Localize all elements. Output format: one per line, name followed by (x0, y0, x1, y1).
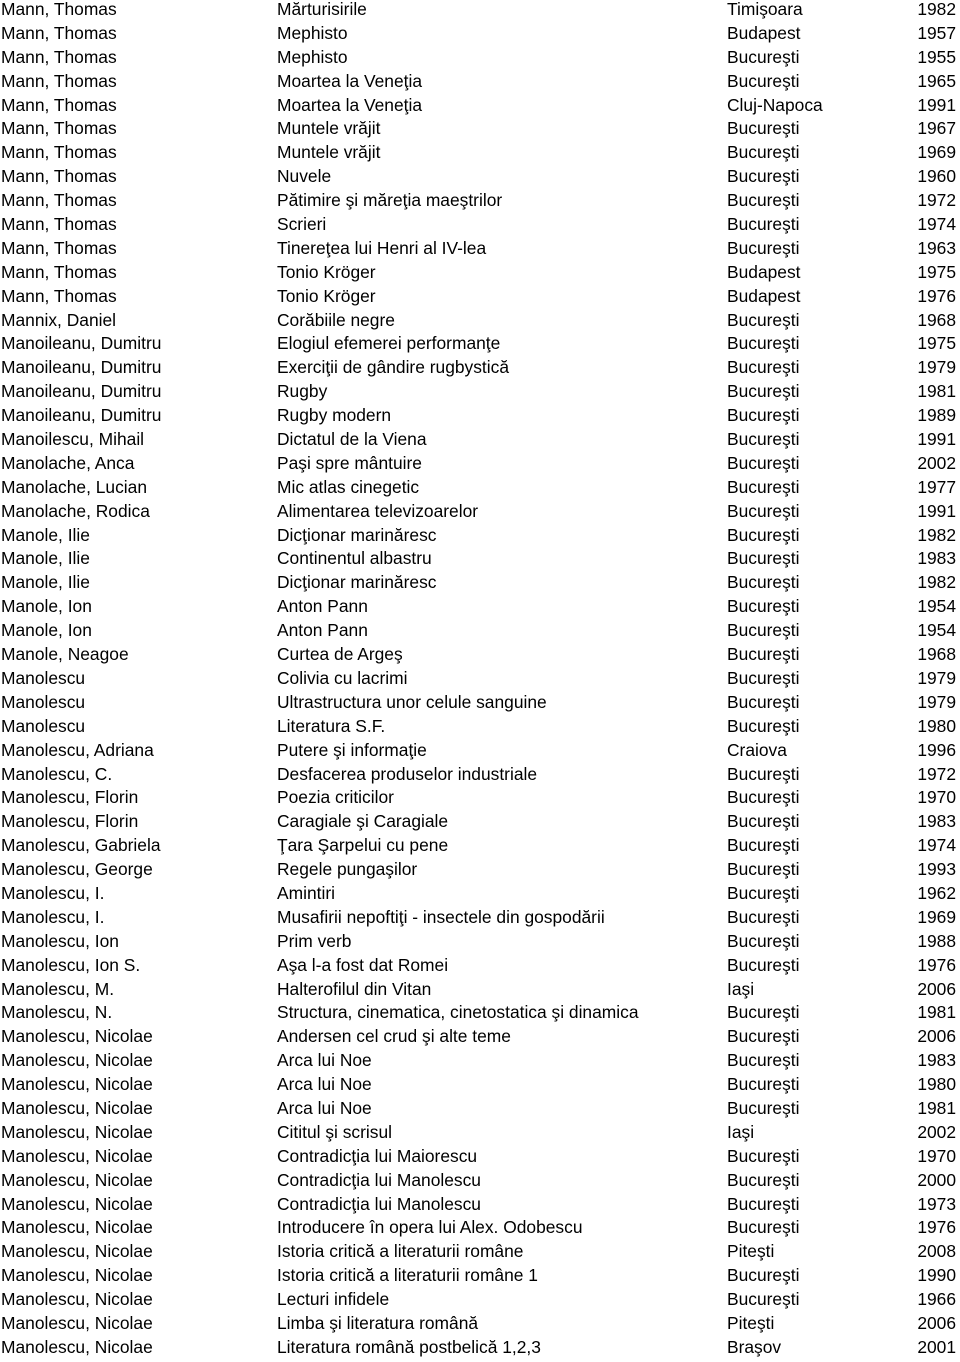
publication-city: Bucureşti (727, 906, 800, 927)
publication-city: Braşov (727, 1336, 782, 1357)
publication-year: 2006 (917, 978, 956, 999)
publication-year: 1993 (917, 859, 956, 880)
author-name: Manolescu, Nicolae (1, 1265, 153, 1286)
book-title: Mephisto (277, 22, 348, 43)
list-item (0, 358, 960, 382)
publication-year: 1981 (917, 1002, 956, 1023)
author-name: Manolescu, N. (1, 1002, 113, 1023)
list-item (0, 573, 960, 597)
book-title: Lecturi infidele (277, 1289, 390, 1310)
publication-year: 1976 (917, 954, 956, 975)
publication-year: 1955 (917, 46, 956, 67)
list-item (0, 239, 960, 263)
list-item (0, 215, 960, 239)
book-title: Contradicţia lui Maiorescu (277, 1145, 478, 1166)
author-name: Manolescu, M. (1, 978, 115, 999)
publication-year: 1976 (917, 1217, 956, 1238)
book-title: Introducere în opera lui Alex. Odobescu (277, 1217, 583, 1238)
list-item (0, 406, 960, 430)
author-name: Manolescu, George (1, 859, 153, 880)
publication-city: Bucureşti (727, 763, 800, 784)
publication-year: 1972 (917, 763, 956, 784)
list-item (0, 1147, 960, 1171)
publication-year: 1990 (917, 1265, 956, 1286)
publication-city: Bucureşti (727, 715, 800, 736)
publication-city: Bucureşti (727, 882, 800, 903)
publication-year: 1967 (917, 118, 956, 139)
book-title: Exerciţii de gândire rugbystică (277, 357, 509, 378)
author-name: Manolescu, Nicolae (1, 1169, 153, 1190)
publication-city: Bucureşti (727, 1217, 800, 1238)
book-title: Moartea la Veneţia (277, 94, 423, 115)
author-name: Manole, Ilie (1, 548, 90, 569)
author-name: Manolescu, Ion (1, 930, 119, 951)
author-name: Manole, Ion (1, 596, 92, 617)
publication-city: Bucureşti (727, 835, 800, 856)
publication-city: Timişoara (727, 0, 803, 19)
book-title: Cititul şi scrisul (277, 1121, 392, 1142)
book-title: Elogiul efemerei performanţe (277, 333, 501, 354)
list-item (0, 884, 960, 908)
list-item (0, 311, 960, 335)
author-name: Manolescu (1, 691, 86, 712)
publication-city: Bucureşti (727, 1169, 800, 1190)
publication-year: 1975 (917, 261, 956, 282)
author-name: Manolescu, Nicolae (1, 1289, 153, 1310)
book-title: Desfacerea produselor industriale (277, 763, 538, 784)
publication-year: 1988 (917, 930, 956, 951)
publication-city: Bucureşti (727, 476, 800, 497)
book-title: Mărturisirile (277, 0, 367, 19)
list-item (0, 72, 960, 96)
author-name: Manoilescu, Mihail (1, 429, 145, 450)
book-title: Literatura română postbelică 1,2,3 (277, 1336, 541, 1357)
list-item (0, 645, 960, 669)
list-item (0, 549, 960, 573)
book-title: Arca lui Noe (277, 1050, 372, 1071)
author-name: Mann, Thomas (1, 22, 117, 43)
publication-year: 1965 (917, 70, 956, 91)
list-item (0, 956, 960, 980)
publication-city: Bucureşti (727, 1050, 800, 1071)
publication-year: 1980 (917, 1074, 956, 1095)
list-item (0, 334, 960, 358)
publication-year: 1982 (917, 524, 956, 545)
publication-city: Bucureşti (727, 811, 800, 832)
author-name: Manolache, Rodica (1, 500, 150, 521)
publication-city: Budapest (727, 22, 801, 43)
author-name: Manolescu, Florin (1, 811, 139, 832)
author-name: Manolescu, Nicolae (1, 1097, 153, 1118)
publication-year: 1957 (917, 22, 956, 43)
book-title: Arca lui Noe (277, 1074, 372, 1095)
book-title: Regele pungaşilor (277, 859, 418, 880)
list-item (0, 1003, 960, 1027)
publication-city: Bucureşti (727, 1002, 800, 1023)
book-title: Tonio Kröger (277, 261, 376, 282)
book-title: Andersen cel crud şi alte teme (277, 1026, 511, 1047)
publication-city: Bucureşti (727, 142, 800, 163)
publication-city: Bucureşti (727, 1193, 800, 1214)
publication-city: Cluj-Napoca (727, 94, 823, 115)
publication-city: Bucureşti (727, 46, 800, 67)
author-name: Mann, Thomas (1, 261, 117, 282)
publication-year: 1975 (917, 333, 956, 354)
publication-year: 1979 (917, 691, 956, 712)
publication-year: 1981 (917, 1097, 956, 1118)
publication-year: 1982 (917, 0, 956, 19)
publication-year: 1991 (917, 94, 956, 115)
list-item (0, 1266, 960, 1290)
publication-year: 1983 (917, 1050, 956, 1071)
publication-year: 1969 (917, 906, 956, 927)
list-item (0, 1099, 960, 1123)
publication-city: Bucureşti (727, 452, 800, 473)
publication-city: Bucureşti (727, 691, 800, 712)
list-item (0, 765, 960, 789)
author-name: Manolescu, Nicolae (1, 1074, 153, 1095)
list-item (0, 1290, 960, 1314)
author-name: Mann, Thomas (1, 46, 117, 67)
author-name: Manolescu, Nicolae (1, 1336, 153, 1357)
publication-city: Bucureşti (727, 190, 800, 211)
list-item (0, 143, 960, 167)
author-name: Manolache, Lucian (1, 476, 147, 497)
author-name: Mann, Thomas (1, 0, 117, 19)
book-title: Putere şi informaţie (277, 739, 427, 760)
publication-city: Bucureşti (727, 237, 800, 258)
list-item (0, 191, 960, 215)
book-title: Corăbiile negre (277, 309, 395, 330)
book-title: Dictatul de la Viena (277, 429, 427, 450)
publication-year: 1983 (917, 548, 956, 569)
publication-city: Budapest (727, 261, 801, 282)
list-item (0, 287, 960, 311)
publication-year: 1974 (917, 835, 956, 856)
author-name: Manole, Ilie (1, 524, 90, 545)
list-item (0, 263, 960, 287)
list-item (0, 717, 960, 741)
list-item (0, 454, 960, 478)
publication-year: 1991 (917, 500, 956, 521)
publication-year: 1989 (917, 405, 956, 426)
publication-city: Bucureşti (727, 644, 800, 665)
publication-city: Bucureşti (727, 548, 800, 569)
publication-year: 1968 (917, 309, 956, 330)
publication-city: Bucureşti (727, 1289, 800, 1310)
list-item (0, 1338, 960, 1362)
book-title: Colivia cu lacrimi (277, 667, 408, 688)
book-title: Rugby (277, 381, 328, 402)
author-name: Manoileanu, Dumitru (1, 357, 162, 378)
author-name: Mann, Thomas (1, 94, 117, 115)
author-name: Mann, Thomas (1, 142, 117, 163)
list-item (0, 24, 960, 48)
publication-city: Bucureşti (727, 118, 800, 139)
publication-city: Piteşti (727, 1312, 775, 1333)
book-title: Ultrastructura unor celule sanguine (277, 691, 547, 712)
publication-city: Iaşi (727, 1121, 755, 1142)
book-title: Mic atlas cinegetic (277, 476, 420, 497)
list-item (0, 1171, 960, 1195)
author-name: Mann, Thomas (1, 70, 117, 91)
publication-city: Bucureşti (727, 572, 800, 593)
book-title: Muntele vrăjit (277, 142, 381, 163)
author-name: Manolescu, Nicolae (1, 1241, 153, 1262)
publication-city: Bucureşti (727, 596, 800, 617)
book-title: Nuvele (277, 166, 332, 187)
publication-year: 1976 (917, 285, 956, 306)
list-item (0, 430, 960, 454)
book-title: Caragiale şi Caragiale (277, 811, 449, 832)
publication-year: 1980 (917, 715, 956, 736)
publication-city: Bucureşti (727, 214, 800, 235)
list-item (0, 1218, 960, 1242)
list-item (0, 812, 960, 836)
author-name: Mann, Thomas (1, 190, 117, 211)
publication-city: Bucureşti (727, 859, 800, 880)
publication-year: 1963 (917, 237, 956, 258)
publication-year: 1962 (917, 882, 956, 903)
list-item (0, 669, 960, 693)
author-name: Mann, Thomas (1, 214, 117, 235)
author-name: Manolescu, Nicolae (1, 1121, 153, 1142)
publication-year: 1983 (917, 811, 956, 832)
book-title: Alimentarea televizoarelor (277, 500, 479, 521)
list-item (0, 1123, 960, 1147)
list-item (0, 597, 960, 621)
book-title: Tinereţea lui Henri al IV-lea (277, 237, 487, 258)
author-name: Manolescu, I. (1, 882, 105, 903)
book-title: Anton Pann (277, 620, 368, 641)
publication-year: 2001 (917, 1336, 956, 1357)
book-title: Literatura S.F. (277, 715, 386, 736)
publication-city: Craiova (727, 739, 787, 760)
author-name: Mann, Thomas (1, 166, 117, 187)
publication-year: 2006 (917, 1312, 956, 1333)
publication-year: 1972 (917, 190, 956, 211)
publication-year: 1979 (917, 667, 956, 688)
author-name: Manolache, Anca (1, 452, 135, 473)
publication-year: 1954 (917, 620, 956, 641)
publication-city: Bucureşti (727, 333, 800, 354)
author-name: Mann, Thomas (1, 237, 117, 258)
list-item (0, 980, 960, 1004)
list-item (0, 1242, 960, 1266)
publication-city: Bucureşti (727, 1097, 800, 1118)
book-title: Arca lui Noe (277, 1097, 372, 1118)
publication-year: 1954 (917, 596, 956, 617)
author-name: Manolescu, Nicolae (1, 1050, 153, 1071)
author-name: Manolescu, I. (1, 906, 105, 927)
author-name: Manoileanu, Dumitru (1, 405, 162, 426)
author-name: Manole, Neagoe (1, 644, 129, 665)
publication-year: 2002 (917, 1121, 956, 1142)
author-name: Manolescu, Nicolae (1, 1312, 153, 1333)
book-title: Limba şi literatura română (277, 1312, 479, 1333)
publication-year: 1996 (917, 739, 956, 760)
publication-city: Budapest (727, 285, 801, 306)
list-item (0, 526, 960, 550)
author-name: Mannix, Daniel (1, 309, 117, 330)
publication-city: Bucureşti (727, 166, 800, 187)
publication-city: Bucureşti (727, 1026, 800, 1047)
book-title: Istoria critică a literaturii române 1 (277, 1265, 538, 1286)
author-name: Manole, Ion (1, 620, 92, 641)
publication-year: 1981 (917, 381, 956, 402)
publication-year: 2008 (917, 1241, 956, 1262)
list-item (0, 693, 960, 717)
author-name: Manolescu, Adriana (1, 739, 154, 760)
list-item (0, 1195, 960, 1219)
book-title: Contradicţia lui Manolescu (277, 1169, 481, 1190)
publication-year: 1970 (917, 787, 956, 808)
list-item (0, 1314, 960, 1338)
publication-city: Bucureşti (727, 309, 800, 330)
publication-city: Bucureşti (727, 954, 800, 975)
book-title: Dicţionar marinăresc (277, 572, 437, 593)
list-item (0, 860, 960, 884)
author-name: Manolescu, Ion S. (1, 954, 141, 975)
publication-city: Bucureşti (727, 1265, 800, 1286)
book-title: Scrieri (277, 214, 327, 235)
author-name: Manolescu (1, 715, 86, 736)
publication-year: 2006 (917, 1026, 956, 1047)
book-title: Tonio Kröger (277, 285, 376, 306)
publication-year: 1968 (917, 644, 956, 665)
book-title: Aşa l-a fost dat Romei (277, 954, 449, 975)
publication-year: 1991 (917, 429, 956, 450)
publication-city: Bucureşti (727, 429, 800, 450)
publication-year: 1960 (917, 166, 956, 187)
publication-city: Bucureşti (727, 787, 800, 808)
book-title: Curtea de Argeş (277, 644, 403, 665)
publication-city: Bucureşti (727, 1145, 800, 1166)
book-title: Moartea la Veneţia (277, 70, 423, 91)
author-name: Manolescu, Nicolae (1, 1217, 153, 1238)
book-title: Muntele vrăjit (277, 118, 381, 139)
book-title: Musafirii nepoftiţi - insectele din gospodării (277, 906, 605, 927)
book-title: Istoria critică a literaturii române (277, 1241, 524, 1262)
publication-city: Bucureşti (727, 500, 800, 521)
author-name: Manole, Ilie (1, 572, 90, 593)
publication-city: Bucureşti (727, 524, 800, 545)
publication-year: 1982 (917, 572, 956, 593)
publication-city: Bucureşti (727, 667, 800, 688)
publication-city: Bucureşti (727, 357, 800, 378)
author-name: Mann, Thomas (1, 118, 117, 139)
publication-year: 1979 (917, 357, 956, 378)
publication-city: Bucureşti (727, 70, 800, 91)
list-item (0, 96, 960, 120)
book-title: Mephisto (277, 46, 348, 67)
author-name: Manolescu (1, 667, 86, 688)
list-item (0, 48, 960, 72)
book-title: Halterofilul din Vitan (277, 978, 432, 999)
author-name: Mann, Thomas (1, 285, 117, 306)
book-title: Pătimire şi măreţia maeştrilor (277, 190, 503, 211)
publication-year: 1973 (917, 1193, 956, 1214)
list-item (0, 167, 960, 191)
publication-city: Bucureşti (727, 620, 800, 641)
book-title: Ţara Şarpelui cu pene (277, 835, 449, 856)
author-name: Manolescu, Nicolae (1, 1193, 153, 1214)
publication-year: 1977 (917, 476, 956, 497)
list-item (0, 382, 960, 406)
book-title: Amintiri (277, 882, 335, 903)
publication-year: 2002 (917, 452, 956, 473)
author-name: Manolescu, C. (1, 763, 113, 784)
list-item (0, 788, 960, 812)
book-title: Continentul albastru (277, 548, 432, 569)
author-name: Manolescu, Gabriela (1, 835, 161, 856)
list-item (0, 119, 960, 143)
publication-year: 2000 (917, 1169, 956, 1190)
publication-year: 1969 (917, 142, 956, 163)
book-title: Rugby modern (277, 405, 392, 426)
author-name: Manoileanu, Dumitru (1, 333, 162, 354)
book-title: Prim verb (277, 930, 352, 951)
list-item (0, 1027, 960, 1051)
publication-city: Bucureşti (727, 1074, 800, 1095)
list-item (0, 741, 960, 765)
publication-city: Bucureşti (727, 930, 800, 951)
list-item (0, 621, 960, 645)
list-item (0, 478, 960, 502)
list-item (0, 502, 960, 526)
publication-city: Bucureşti (727, 405, 800, 426)
author-name: Manoileanu, Dumitru (1, 381, 162, 402)
list-item (0, 0, 960, 24)
publication-year: 1966 (917, 1289, 956, 1310)
list-item (0, 1075, 960, 1099)
publication-city: Iaşi (727, 978, 755, 999)
author-name: Manolescu, Florin (1, 787, 139, 808)
list-item (0, 1051, 960, 1075)
author-name: Manolescu, Nicolae (1, 1145, 153, 1166)
publication-year: 1974 (917, 214, 956, 235)
publication-city: Piteşti (727, 1241, 775, 1262)
book-title: Dicţionar marinăresc (277, 524, 437, 545)
author-name: Manolescu, Nicolae (1, 1026, 153, 1047)
book-title: Contradicţia lui Manolescu (277, 1193, 481, 1214)
book-title: Paşi spre mântuire (277, 452, 422, 473)
book-title: Anton Pann (277, 596, 368, 617)
list-item (0, 932, 960, 956)
publication-city: Bucureşti (727, 381, 800, 402)
book-title: Structura, cinematica, cinetostatica şi dinamica (277, 1002, 639, 1023)
list-item (0, 836, 960, 860)
publication-year: 1970 (917, 1145, 956, 1166)
list-item (0, 908, 960, 932)
book-title: Poezia criticilor (277, 787, 394, 808)
